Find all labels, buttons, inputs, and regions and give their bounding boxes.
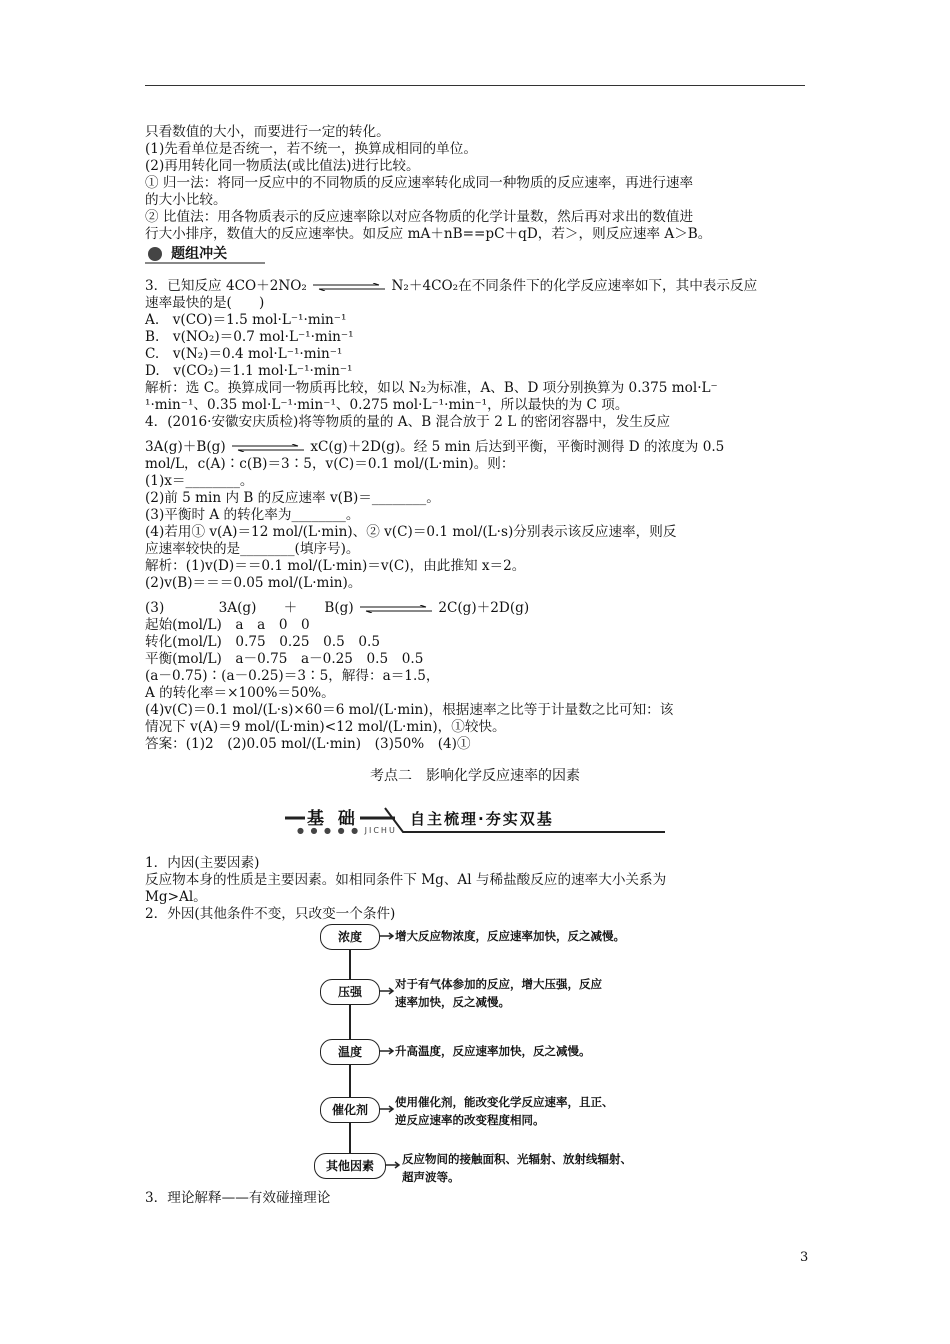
text-line: Mg>Al。	[145, 889, 207, 905]
text-line: ① 归一法：将同一反应中的不同物质的反应速率转化成同一种物质的反应速率，再进行速率	[145, 175, 694, 191]
desc-pressure-1: 对于有气体参加的反应，增大压强，反应	[395, 977, 602, 991]
table-row: 起始(mol/L) a a 0 0	[145, 617, 310, 633]
node-pressure: 压强	[320, 979, 380, 1005]
banner-title: 自主梳理·夯实双基	[410, 810, 554, 828]
text-line: 1．内因(主要因素)	[145, 855, 260, 871]
analysis-line: (2)v(B)＝＝＝0.05 mol/(L·min)。	[145, 575, 362, 591]
banner-jichu-en: ● ● ● ● ● JICHU	[297, 826, 397, 835]
text-line: ② 比值法：用各物质表示的反应速率除以对应各物质的化学计量数，然后再对求出的数值进	[145, 209, 694, 225]
node-other: 其他因素	[314, 1153, 386, 1179]
text-line: (1)先看单位是否统一，若不统一，换算成相同的单位。	[145, 141, 477, 157]
table-row: 平衡(mol/L) a－0.75 a－0.25 0.5 0.5	[145, 651, 424, 667]
header-rule	[145, 85, 805, 86]
section-2-title: 考点二 影响化学反应速率的因素	[370, 768, 580, 784]
sub-question: 应速率较快的是________(填序号)。	[145, 541, 360, 557]
option-b: B. v(NO₂)＝0.7 mol·L⁻¹·min⁻¹	[145, 329, 354, 345]
equilibrium-arrow-icon	[232, 444, 304, 452]
q3-stem-part: N₂＋4CO₂在不同条件下的化学反应速率如下，其中表示反应	[391, 278, 758, 294]
q3-stem-part: 3．已知反应 4CO＋2NO₂	[145, 278, 307, 294]
node-concentration: 浓度	[320, 924, 380, 950]
pencil-icon	[148, 247, 162, 261]
sub-question: (1)x＝________。	[145, 473, 254, 489]
answer-line: 答案：(1)2 (2)0.05 mol/(L·min) (3)50% (4)①	[145, 736, 471, 752]
section-header	[148, 243, 227, 263]
sub-question: (2)前 5 min 内 B 的反应速率 v(B)＝________。	[145, 490, 440, 506]
text-line: 反应物本身的性质是主要因素。如相同条件下 Mg、Al 与稀盐酸反应的速率大小关系为	[145, 872, 667, 888]
sub-question: (4)若用① v(A)＝12 mol/(L·min)、② v(C)＝0.1 mol/(L·s)分别表示该反应速率，则反	[145, 524, 677, 540]
analysis-line: 解析：(1)v(D)＝＝0.1 mol/(L·min)＝v(C)，由此推知 x＝2。	[145, 558, 526, 574]
q4-stem-part: xC(g)＋2D(g)。经 5 min 后达到平衡，平衡时测得 D 的浓度为 0.5	[310, 439, 725, 455]
equilibrium-arrow-icon	[360, 605, 432, 613]
analysis-line: 情况下 v(A)＝9 mol/(L·min)<12 mol/(L·min)，①较快。	[145, 719, 506, 735]
desc-other-1: 反应物间的接触面积、光辐射、放射线辐射、	[402, 1152, 632, 1166]
equilibrium-arrow-icon	[313, 283, 385, 291]
question-4-stem: 4．(2016·安徽安庆质检)将等物质的量的 A、B 混合放于 2 L 的密闭容器中，发生反应	[145, 414, 671, 430]
table-row: 转化(mol/L) 0.75 0.25 0.5 0.5	[145, 634, 380, 650]
desc-other-2: 超声波等。	[402, 1170, 460, 1184]
connector-arrow-icon	[379, 932, 395, 940]
desc-catalyst-1: 使用催化剂，能改变化学反应速率，且正、	[395, 1095, 614, 1109]
desc-concentration: 增大反应物浓度，反应速率加快，反之减慢。	[395, 929, 625, 943]
text-line: 只看数值的大小，而要进行一定的转化。	[145, 124, 390, 140]
text-line: A 的转化率＝×100%＝50%。	[145, 685, 335, 701]
text-line: (a－0.75)∶(a－0.25)＝3∶5，解得：a＝1.5，	[145, 668, 440, 684]
node-catalyst: 催化剂	[320, 1097, 380, 1123]
page-number: 3	[800, 1250, 809, 1265]
connector-arrow-icon	[379, 1047, 395, 1055]
desc-temperature: 升高温度，反应速率加快，反之减慢。	[395, 1044, 591, 1058]
text-line: 2．外因(其他条件不变，只改变一个条件)	[145, 906, 396, 922]
node-temperature: 温度	[320, 1039, 380, 1065]
analysis-line: 解析：选 C。换算成同一物质再比较，如以 N₂为标准，A、B、D 项分别换算为 0.375 mol·L⁻	[145, 380, 718, 396]
connector-arrow-icon	[379, 1105, 395, 1113]
table-head-part: 2C(g)＋2D(g)	[438, 600, 530, 616]
banner-jichu: 基 础	[307, 809, 359, 829]
jichu-banner	[285, 804, 665, 836]
text-line: 的大小比较。	[145, 192, 227, 208]
option-c: C. v(N₂)＝0.4 mol·L⁻¹·min⁻¹	[145, 346, 343, 362]
desc-catalyst-2: 逆反应速率的改变程度相同。	[395, 1113, 545, 1127]
section-header-rule	[145, 262, 265, 264]
analysis-line: ¹·min⁻¹、0.35 mol·L⁻¹·min⁻¹、0.275 mol·L⁻¹·min⁻¹，所以最快的为 C 项。	[145, 397, 629, 413]
option-d: D. v(CO₂)＝1.1 mol·L⁻¹·min⁻¹	[145, 363, 353, 379]
section-header-label: 题组冲关	[171, 246, 228, 262]
equilibrium-table-head	[145, 600, 529, 617]
table-head-part: (3) 3A(g) ＋ B(g)	[145, 600, 354, 616]
question-3-stem	[145, 278, 757, 295]
sub-question: (3)平衡时 A 的转化率为________。	[145, 507, 360, 523]
connector-arrow-icon	[385, 1161, 401, 1169]
q4-stem-part: 3A(g)＋B(g)	[145, 439, 226, 455]
text-line: (2)再用转化同一物质法(或比值法)进行比较。	[145, 158, 420, 174]
analysis-line: (4)v(C)＝0.1 mol/(L·s)×60＝6 mol/(L·min)，根据速率之比等于计量数之比可知：该	[145, 702, 674, 718]
question-4-equation	[145, 439, 724, 456]
text-line: 速率最快的是( )	[145, 295, 265, 311]
option-a: A. v(CO)＝1.5 mol·L⁻¹·min⁻¹	[145, 312, 347, 328]
text-line: mol/L，c(A)∶c(B)＝3∶5，v(C)＝0.1 mol/(L·min)。则：	[145, 456, 515, 472]
connector-arrow-icon	[379, 987, 395, 995]
text-line: 3．理论解释——有效碰撞理论	[145, 1190, 331, 1206]
text-line: 行大小排序，数值大的反应速率快。如反应 mA＋nB==pC＋qD，若＞，则反应速率 A＞B。	[145, 226, 712, 242]
factors-diagram	[300, 920, 660, 1190]
desc-pressure-2: 速率加快，反之减慢。	[395, 995, 510, 1009]
